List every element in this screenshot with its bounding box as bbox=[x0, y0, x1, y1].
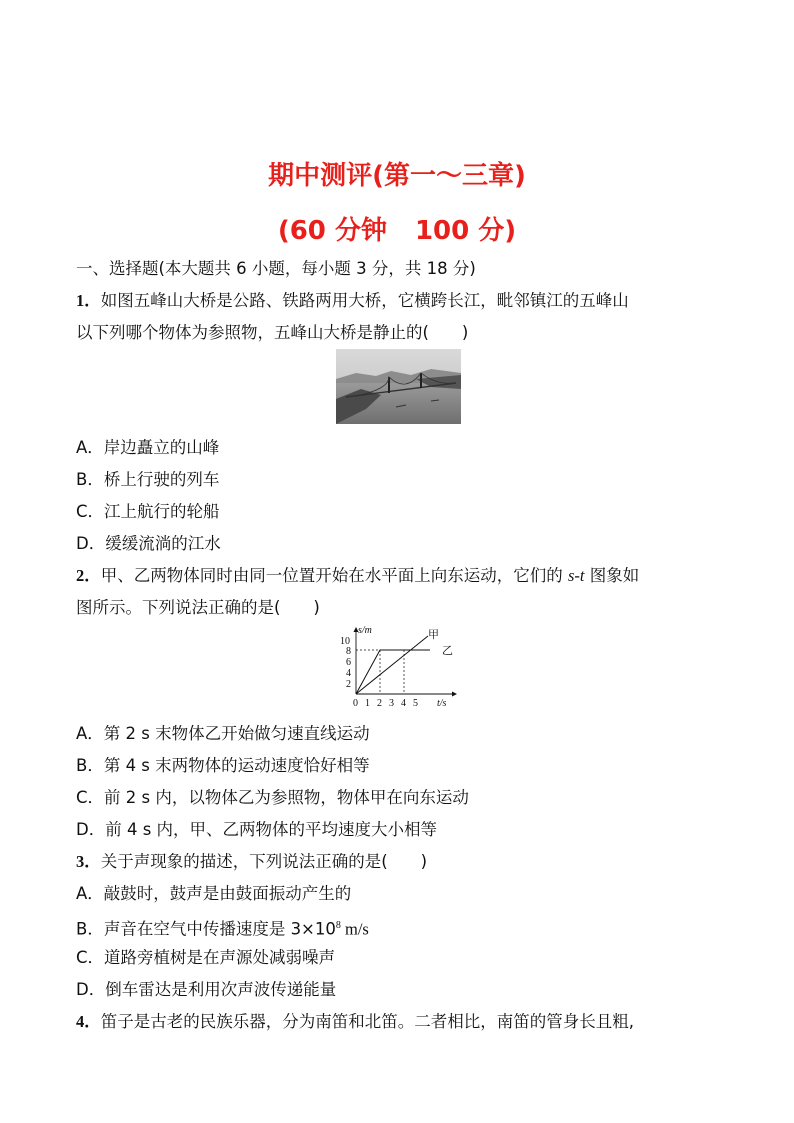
total-score: 100 分) bbox=[414, 216, 517, 246]
x-tick: 5 bbox=[413, 698, 418, 709]
question-3-option-d: D．倒车雷达是利用次声波传递能量 bbox=[76, 980, 337, 999]
section-heading: 一、选择题(本大题共 6 小题，每小题 3 分，共 18 分) bbox=[76, 259, 476, 278]
page-title: 期中测评(第一～三章) bbox=[268, 161, 526, 191]
y-tick: 10 bbox=[340, 636, 350, 647]
question-1-option-d: D．缓缓流淌的江水 bbox=[76, 534, 221, 553]
question-3-option-c: C．道路旁植树是在声源处减弱噪声 bbox=[76, 948, 336, 967]
y-axis-label: s/m bbox=[358, 625, 372, 636]
question-1-line-1: 1．如图五峰山大桥是公路、铁路两用大桥，它横跨长江，毗邻镇江的五峰山 bbox=[76, 291, 629, 310]
time-limit: (60 分钟 bbox=[277, 216, 387, 246]
question-1-line-2: 以下列哪个物体为参照物，五峰山大桥是静止的( ) bbox=[76, 323, 469, 342]
x-tick: 1 bbox=[365, 698, 370, 709]
question-1-option-a: A．岸边矗立的山峰 bbox=[76, 438, 220, 457]
y-tick: 4 bbox=[346, 668, 351, 679]
x-tick: 2 bbox=[377, 698, 382, 709]
question-3-line-1: 3．关于声现象的描述，下列说法正确的是( ) bbox=[76, 852, 428, 871]
question-2-option-a: A．第 2 s 末物体乙开始做匀速直线运动 bbox=[76, 724, 370, 743]
question-3-option-b: B．声音在空气中传播速度是 $3\times 10^8$ m/s bbox=[76, 919, 369, 939]
question-2-line-2: 图所示。下列说法正确的是( ) bbox=[76, 598, 320, 617]
exponent: 8 bbox=[335, 920, 341, 931]
question-3-option-a: A．敲鼓时，鼓声是由鼓面振动产生的 bbox=[76, 884, 352, 903]
question-4-number: 4． bbox=[76, 1012, 101, 1031]
y-tick: 6 bbox=[346, 657, 351, 668]
x-tick: 0 bbox=[353, 698, 358, 709]
question-3-number: 3． bbox=[76, 852, 101, 871]
y-tick: 2 bbox=[346, 679, 351, 690]
st-label: s-t bbox=[568, 566, 585, 585]
page-subtitle bbox=[0, 210, 794, 247]
st-graph bbox=[338, 622, 462, 710]
question-2-option-b: B．第 4 s 末两物体的运动速度恰好相等 bbox=[76, 756, 370, 775]
label-jia: 甲 bbox=[428, 628, 439, 641]
x-tick: 3 bbox=[389, 698, 394, 709]
x-tick: 4 bbox=[401, 698, 406, 709]
question-2-number: 2． bbox=[76, 566, 101, 585]
question-4-line-1: 4．笛子是古老的民族乐器，分为南笛和北笛。二者相比，南笛的管身长且粗, bbox=[76, 1012, 634, 1031]
question-1-number: 1． bbox=[76, 291, 101, 310]
question-1-option-c: C．江上航行的轮船 bbox=[76, 502, 220, 521]
question-2-line-1: 2．甲、乙两物体同时由同一位置开始在水平面上向东运动，它们的 s-t 图象如 bbox=[76, 566, 640, 585]
y-tick: 8 bbox=[346, 646, 351, 657]
question-2-option-d: D．前 4 s 内，甲、乙两物体的平均速度大小相等 bbox=[76, 820, 438, 839]
bridge-photo bbox=[336, 349, 461, 424]
question-1-option-b: B．桥上行驶的列车 bbox=[76, 470, 220, 489]
x-axis-label: t/s bbox=[437, 698, 447, 709]
question-2-option-c: C．前 2 s 内，以物体乙为参照物，物体甲在向东运动 bbox=[76, 788, 469, 807]
label-yi: 乙 bbox=[442, 644, 453, 657]
